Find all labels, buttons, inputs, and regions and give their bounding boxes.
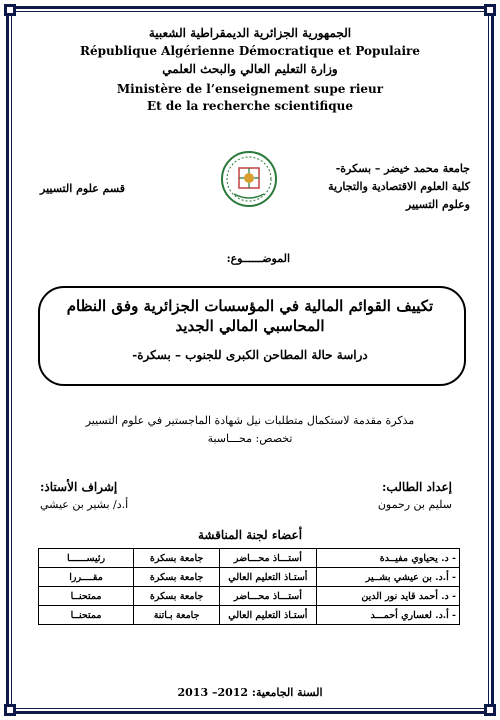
- thesis-title: تكييف القوائم المالية في المؤسسات الجزائرية وفق النظام المحاسبي المالي الجديد: [66, 297, 434, 335]
- member-university: جامعة بسكرة: [134, 568, 220, 587]
- member-role: ممتحنــا: [39, 606, 134, 625]
- ministry-french-line2: Et de la recherche scientifique: [147, 99, 353, 113]
- member-role: ممتحنــا: [39, 587, 134, 606]
- supervisor-label: إشراف الأستاذ:: [40, 480, 118, 494]
- institution-block: [310, 160, 470, 214]
- table-row: [39, 606, 460, 625]
- member-name: - أ.د. بن عيشي بشــير: [316, 568, 459, 587]
- member-role: رئيســــــا: [39, 549, 134, 568]
- table-row: [39, 587, 460, 606]
- academic-year: السنة الجامعية: 2012– 2013: [177, 686, 323, 699]
- committee-title: أعضاء لجنة المناقشة: [197, 528, 303, 542]
- university-name: جامعة محمد خيضر – بسكرة-: [335, 162, 470, 175]
- case-study-line: دراسة حالة المطاحن الكبرى للجنوب – بسكرة-: [132, 348, 368, 362]
- member-university: جامعة بسكرة: [134, 587, 220, 606]
- member-rank: أستـاذ التعليم العالي: [220, 568, 317, 587]
- supervisor-name: أ.د/ بشير بن عيشي: [40, 498, 129, 511]
- ministry-french-line1: Ministère de l’enseignement supe rieur: [116, 82, 384, 96]
- member-name: - د. أحمد قايد نور الدين: [316, 587, 459, 606]
- student-label: إعداد الطالب:: [381, 480, 452, 494]
- member-university: جامعة بسكرة: [134, 549, 220, 568]
- table-row: [39, 568, 460, 587]
- member-name: - أ.د. لعساري أحمـــد: [316, 606, 459, 625]
- member-university: جامعة بـاتنة: [134, 606, 220, 625]
- subject-label: الموضــــــوع:: [226, 252, 290, 265]
- memo-statement: مذكرة مقدمة لاستكمال متطلبات نيل شهادة الماجستير في علوم التسيير: [85, 414, 415, 427]
- committee-table: [38, 548, 460, 625]
- member-role: مقــــررا: [39, 568, 134, 587]
- student-name: سليم بن رحمون: [377, 498, 452, 511]
- member-rank: أستـاذ التعليم العالي: [220, 606, 317, 625]
- member-rank: أستـــاذ محـــاضر: [220, 549, 317, 568]
- republic-french: République Algérienne Démocratique et Populaire: [79, 44, 421, 58]
- department-name: قسم علوم التسيير: [40, 182, 125, 195]
- table-row: [39, 549, 460, 568]
- republic-arabic: الجمهورية الجزائرية الديمقراطية الشعبية: [148, 26, 352, 40]
- ministry-arabic: وزارة التعليم العالي والبحث العلمي: [162, 62, 338, 76]
- member-rank: أستـــاذ محـــاضر: [220, 587, 317, 606]
- member-name: - د. يحياوي مفيــدة: [316, 549, 459, 568]
- faculty-name: كلية العلوم الاقتصادية والتجارية وعلوم التسيير: [328, 180, 470, 211]
- specialization: تخصص: محـــاسبة: [207, 432, 293, 445]
- university-seal-logo: [220, 150, 278, 208]
